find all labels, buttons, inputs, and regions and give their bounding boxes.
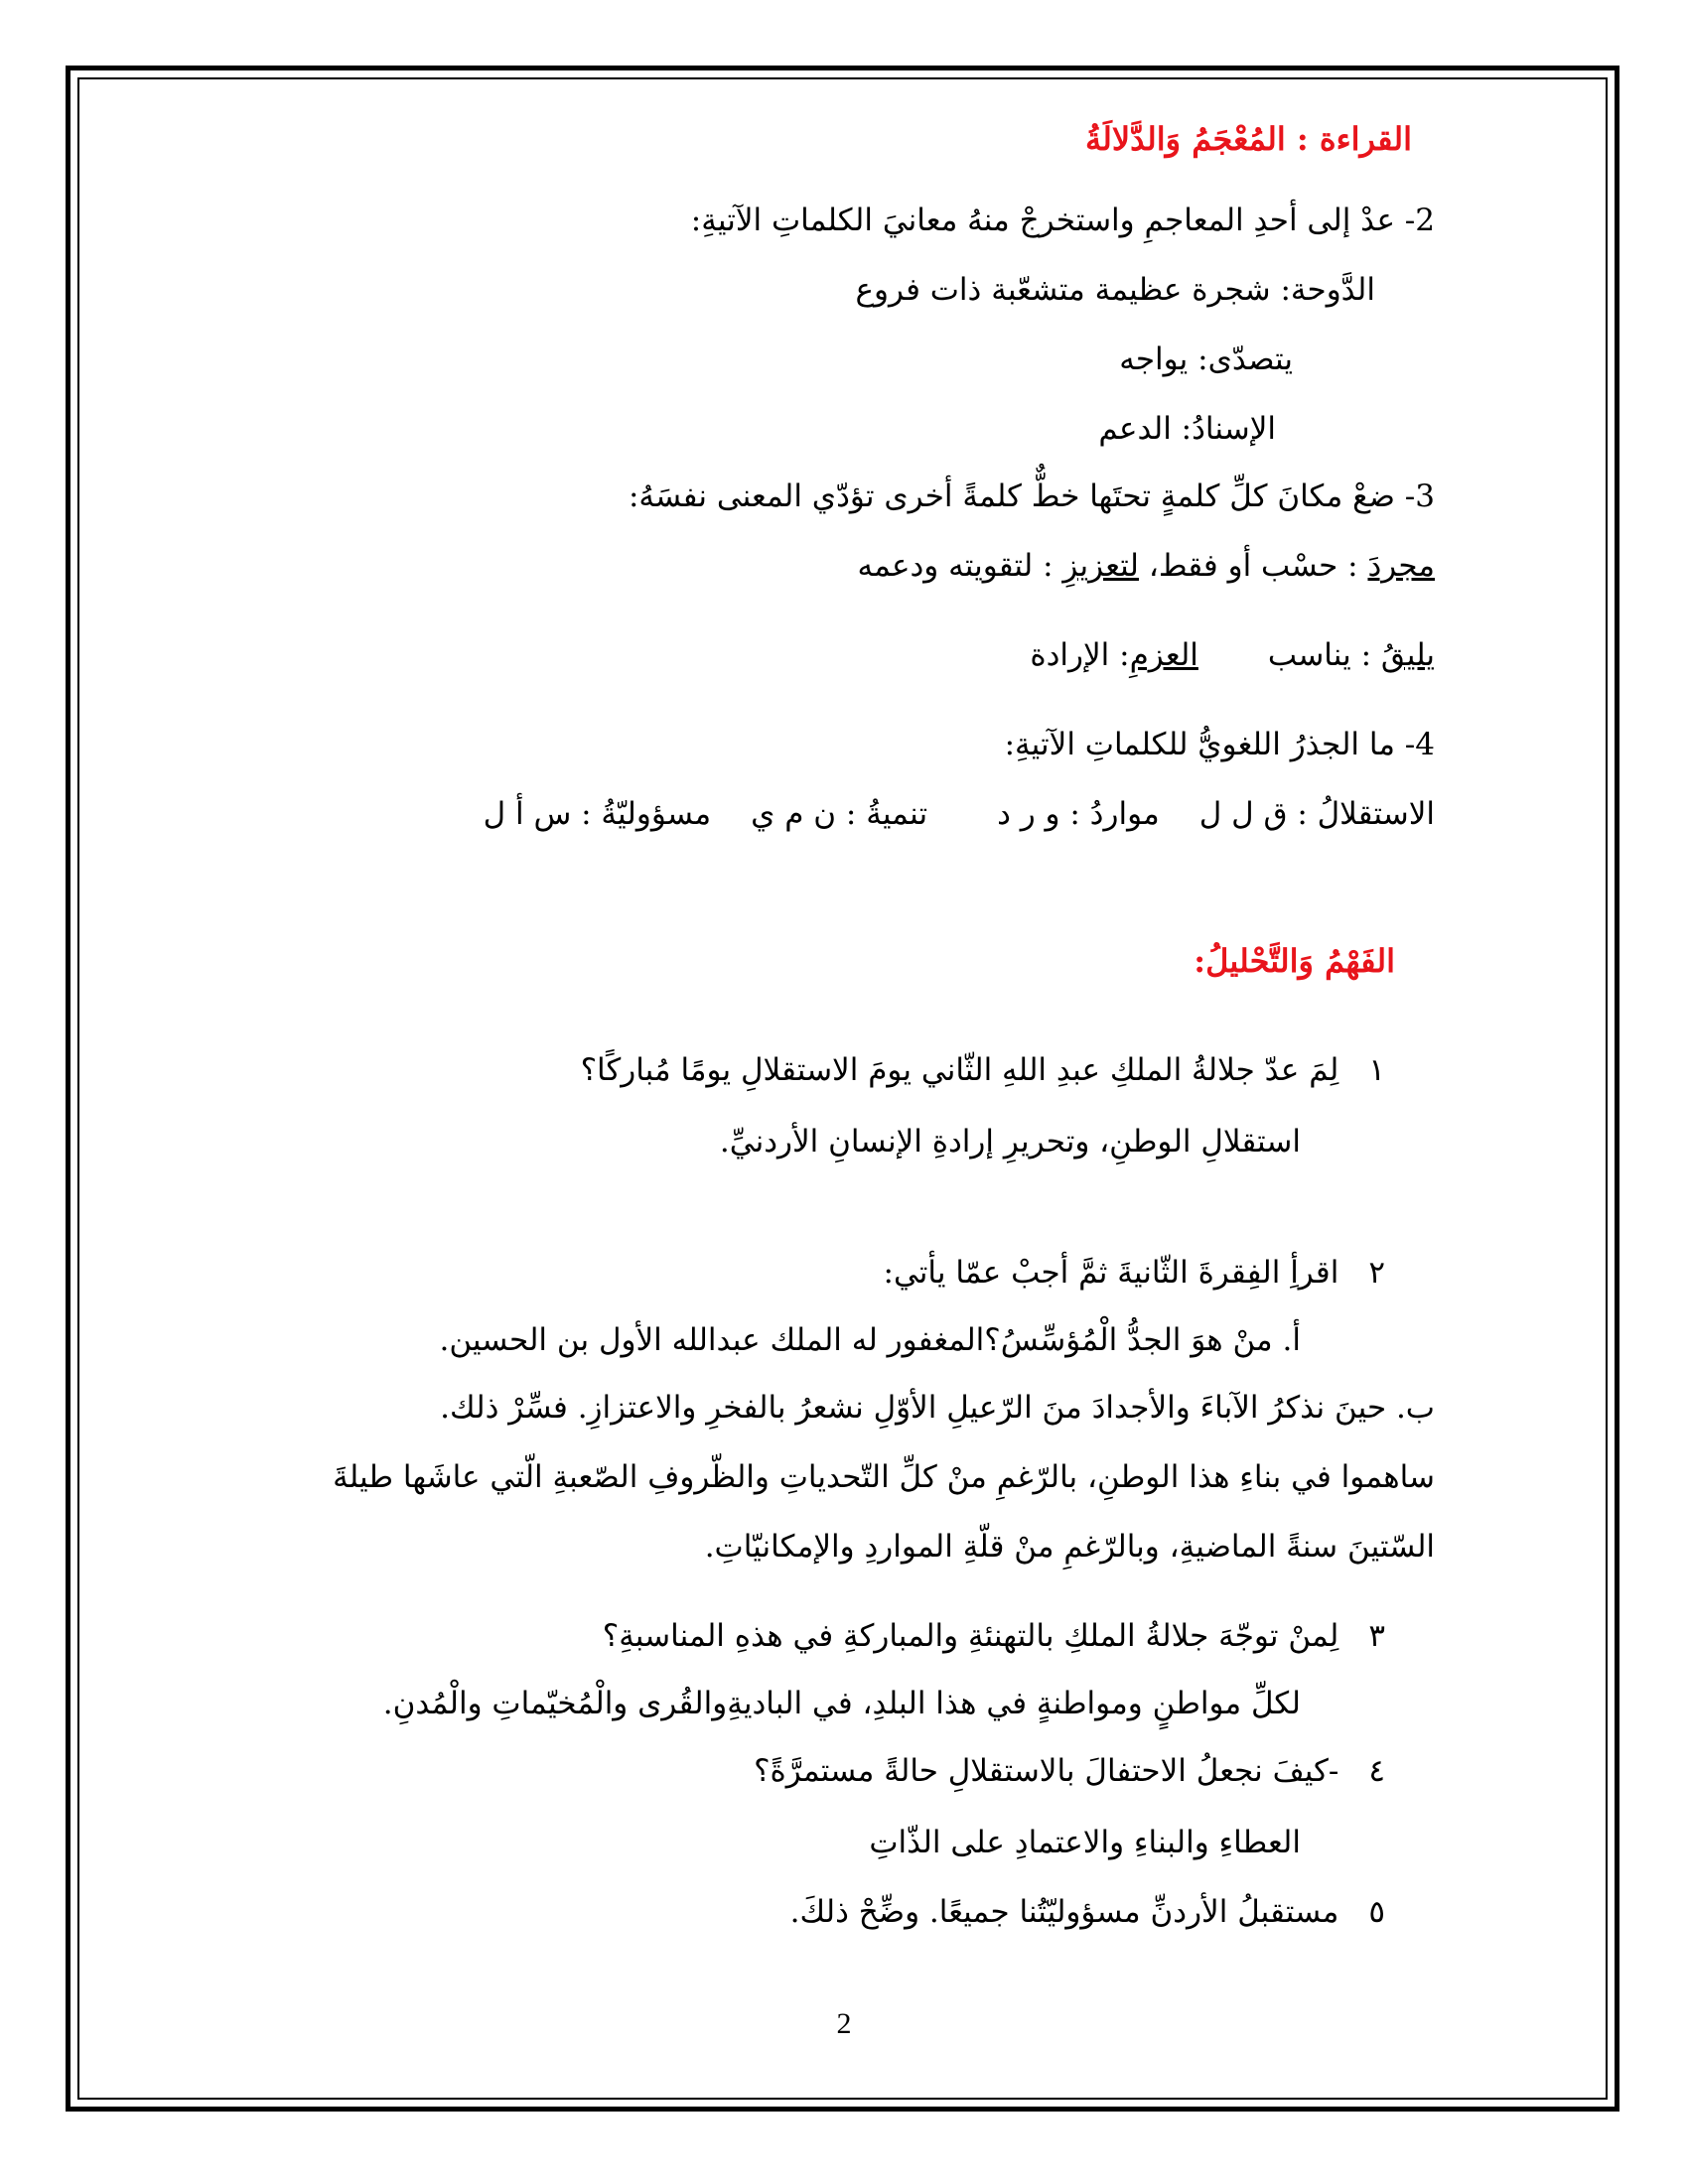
analysis-q3-answer: لكلِّ مواطنٍ ومواطنةٍ في هذا البلدِ، في الباديةِوالقُرى والْمُخيّماتِ والْمُدنِ.	[382, 1686, 1301, 1721]
reading-q3-prompt: 3- ضعْ مكانَ كلِّ كلمةٍ تحتَها خطٌّ كلمةً أخرى تؤدّي المعنى نفسَهُ:	[628, 478, 1435, 514]
question-text: -كيفَ نجعلُ الاحتفالَ بالاستقلالِ حالةً مستمرَّةً؟	[754, 1753, 1339, 1789]
reading-q3-row-1	[857, 546, 1435, 586]
question-number: ٢	[1368, 1255, 1385, 1291]
question-text: لِمَ عدّ جلالةُ الملكِ عبدِ اللهِ الثّاني يومَ الاستقلالِ يومًا مُباركًا؟	[580, 1052, 1339, 1088]
analysis-q2-question	[884, 1253, 1385, 1293]
root-item: الاستقلالُ : ق ل ل	[1198, 796, 1435, 832]
reading-q4-roots	[484, 794, 1435, 834]
analysis-q4-question	[754, 1751, 1385, 1791]
synonym: : لتقويته ودعمه	[857, 548, 1063, 584]
analysis-q1-answer: استقلالِ الوطنِ، وتحريرِ إرادةِ الإنسانِ الأردنيِّ.	[719, 1124, 1301, 1160]
analysis-q2-part-b-answer-1: ساهموا في بناءِ هذا الوطنِ، بالرّغمِ منْ كلِّ التّحدياتِ والظّروفِ الصّعبةِ الّتي عاشَها طيلةَ	[333, 1459, 1435, 1495]
analysis-heading: الفَهْمُ وَالتَّحْليلُ:	[1194, 942, 1395, 980]
analysis-q4-answer: العطاءِ والبناءِ والاعتمادِ على الذّاتِ	[869, 1825, 1301, 1860]
underlined-word: يليقُ	[1380, 637, 1435, 673]
question-number: ٥	[1368, 1894, 1385, 1930]
underlined-word: مجردَ	[1367, 548, 1435, 584]
reading-q2-item-3: الإسنادُ: الدعم	[1098, 411, 1276, 447]
reading-q2-item-1: الدَّوحة: شجرة عظيمة متشعّبة ذات فروع	[855, 272, 1375, 308]
synonym: : حسْب أو فقط،	[1138, 548, 1368, 584]
question-text: مستقبلُ الأردنِّ مسؤوليّتُنا جميعًا. وضِّحْ ذلكَ.	[789, 1894, 1339, 1930]
synonym: : يناسب	[1267, 637, 1381, 673]
page-number: 2	[836, 2007, 852, 2040]
root-item: مسؤوليّةُ : س أ ل	[483, 796, 712, 832]
reading-q2-item-2: يتصدّى: يواجه	[1119, 341, 1293, 377]
synonym: : الإرادة	[1030, 637, 1130, 673]
underlined-word: لتعزيزِ	[1062, 548, 1139, 584]
question-text: لِمنْ توجّهَ جلالةُ الملكِ بالتهنئةِ والمباركةِ في هذهِ المناسبةِ؟	[602, 1618, 1339, 1654]
analysis-q2-part-b-answer-2: السّتينَ سنةً الماضيةِ، وبالرّغمِ منْ قلّةِ المواردِ والإمكانيّاتِ.	[704, 1529, 1435, 1565]
question-number: ٣	[1368, 1618, 1385, 1654]
underlined-word: العزمِ	[1129, 637, 1198, 673]
question-number: ١	[1368, 1052, 1385, 1088]
reading-q2-prompt: 2- عدْ إلى أحدِ المعاجمِ واستخرجْ منهُ معانيَ الكلماتِ الآتيةِ:	[690, 203, 1435, 238]
root-item: مواردُ : و ر د	[997, 796, 1160, 832]
analysis-q2-part-b: ب. حينَ نذكرُ الآباءَ والأجدادَ منَ الرّعيلِ الأوّلِ نشعرُ بالفخرِ والاعتزازِ. فسِّرْ ذلك.	[440, 1390, 1435, 1426]
reading-q4-prompt: 4- ما الجذرُ اللغويُّ للكلماتِ الآتيةِ:	[1004, 727, 1435, 762]
question-number: ٤	[1368, 1753, 1385, 1789]
analysis-q5-question	[790, 1892, 1385, 1932]
question-text: اقرأِ الفِقرةَ الثّانيةَ ثمَّ أجبْ عمّا يأتي:	[883, 1255, 1339, 1291]
root-item: تنميةُ : ن م ي	[751, 796, 928, 832]
reading-heading: القراءة : المُعْجَمُ وَالدَّلالَةُ	[1085, 120, 1412, 158]
analysis-q2-part-a: أ. منْ هوَ الجدُّ الْمُؤسِّسُ؟المغفور له الملك عبدالله الأول بن الحسين.	[439, 1322, 1301, 1358]
analysis-q3-question	[603, 1616, 1385, 1656]
analysis-q1-question	[581, 1050, 1385, 1090]
reading-q3-row-2	[1030, 635, 1435, 675]
